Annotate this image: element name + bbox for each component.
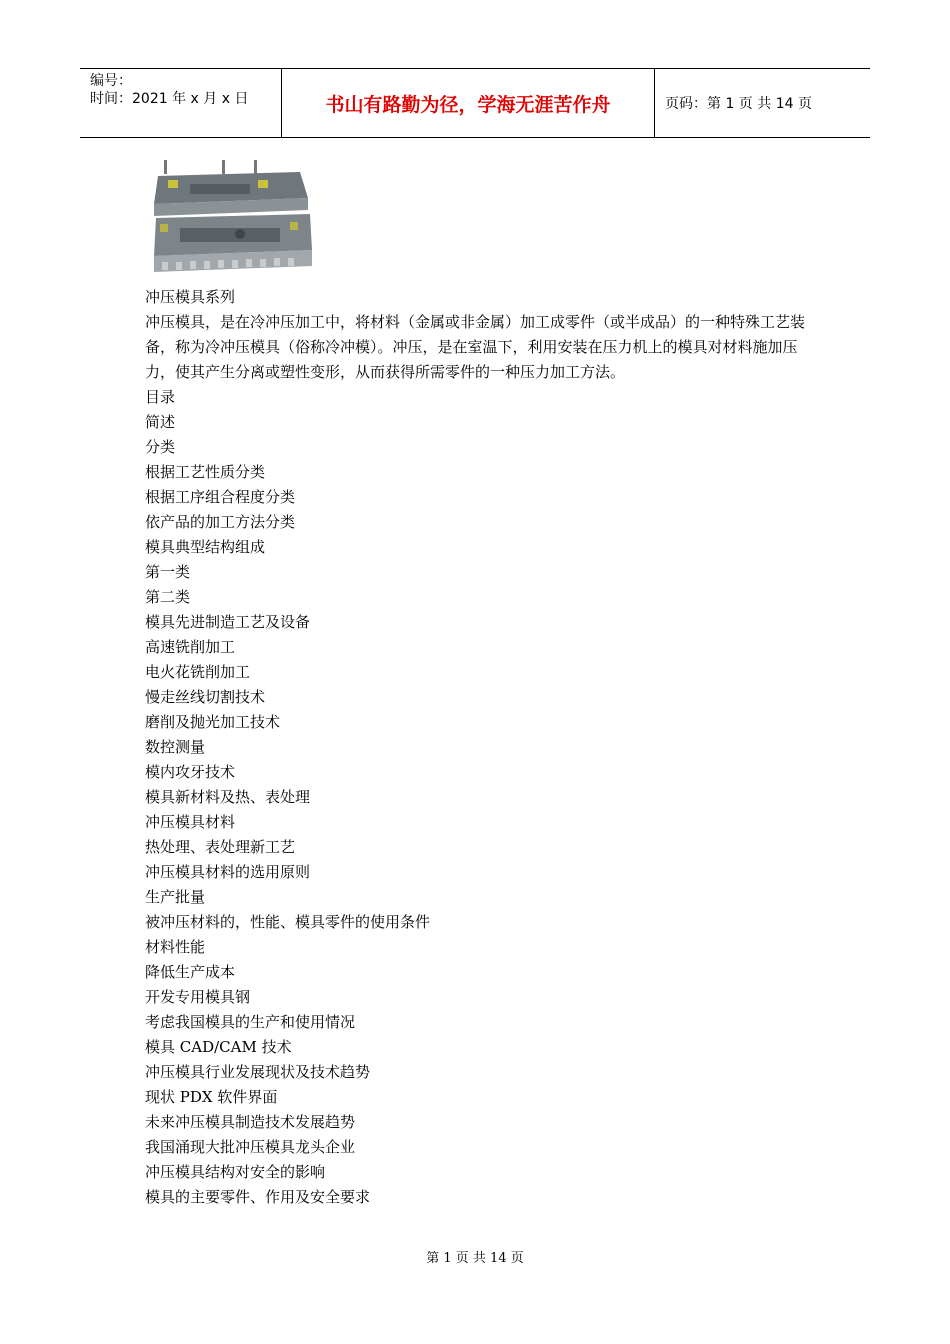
toc-item: 冲压模具行业发展现状及技术趋势 bbox=[145, 1063, 371, 1081]
code-label: 编号： bbox=[90, 73, 132, 89]
intro-paragraph: 冲压模具，是在冷冲压加工中，将材料（金属或非金属）加工成零件（或半成品）的一种特殊工艺装备，称为冷冲压模具（俗称冷冲模）。冲压，是在室温下，利用安装在压力机上的模具对材料施加压力，使其产生分离或塑性变形，从而获得所需零件的一种压力加工方法。 bbox=[145, 313, 806, 381]
toc-item: 高速铣削加工 bbox=[145, 638, 236, 656]
table-of-contents bbox=[145, 385, 815, 1210]
toc-item: 现状 PDX 软件界面 bbox=[145, 1088, 278, 1106]
toc-item: 冲压模具材料的选用原则 bbox=[145, 863, 311, 881]
toc-item: 目录 bbox=[145, 388, 176, 406]
toc-item: 模具新材料及热、表处理 bbox=[145, 788, 311, 806]
toc-item: 慢走丝线切割技术 bbox=[145, 688, 266, 706]
toc-item: 简述 bbox=[145, 413, 176, 431]
toc-item: 我国涌现大批冲压模具龙头企业 bbox=[145, 1138, 356, 1156]
toc-item: 模具的主要零件、作用及安全要求 bbox=[145, 1188, 371, 1206]
toc-item: 冲压模具材料 bbox=[145, 813, 236, 831]
stamping-die-photo bbox=[150, 158, 315, 276]
toc-item: 数控测量 bbox=[145, 738, 206, 756]
toc-item: 冲压模具结构对安全的影响 bbox=[145, 1163, 326, 1181]
toc-item: 生产批量 bbox=[145, 888, 206, 906]
toc-item: 分类 bbox=[145, 438, 176, 456]
toc-item: 被冲压材料的，性能、模具零件的使用条件 bbox=[145, 913, 431, 931]
toc-item: 依产品的加工方法分类 bbox=[145, 513, 296, 531]
toc-item: 未来冲压模具制造技术发展趋势 bbox=[145, 1113, 356, 1131]
toc-item: 模具先进制造工艺及设备 bbox=[145, 613, 311, 631]
toc-item: 根据工艺性质分类 bbox=[145, 463, 266, 481]
document-header bbox=[80, 68, 870, 138]
header-page-info: 页码：第 1 页 共 14 页 bbox=[665, 96, 812, 112]
toc-item: 模内攻牙技术 bbox=[145, 763, 236, 781]
toc-item: 开发专用模具钢 bbox=[145, 988, 251, 1006]
page-footer: 第 1 页 共 14 页 bbox=[426, 1251, 524, 1266]
toc-item: 考虑我国模具的生产和使用情况 bbox=[145, 1013, 356, 1031]
toc-item: 根据工序组合程度分类 bbox=[145, 488, 296, 506]
toc-item: 第一类 bbox=[145, 563, 191, 581]
toc-item: 模具典型结构组成 bbox=[145, 538, 266, 556]
header-motto: 书山有路勤为径，学海无涯苦作舟 bbox=[282, 69, 655, 137]
toc-item: 模具 CAD/CAM 技术 bbox=[145, 1038, 292, 1056]
document-title: 冲压模具系列 bbox=[145, 288, 236, 306]
toc-item: 电火花铣削加工 bbox=[145, 663, 251, 681]
document-body bbox=[145, 285, 815, 1210]
toc-item: 磨削及抛光加工技术 bbox=[145, 713, 281, 731]
toc-item: 材料性能 bbox=[145, 938, 206, 956]
date-label: 时间：2021 年 x 月 x 日 bbox=[90, 91, 249, 107]
toc-item: 第二类 bbox=[145, 588, 191, 606]
toc-item: 降低生产成本 bbox=[145, 963, 236, 981]
toc-item: 热处理、表处理新工艺 bbox=[145, 838, 296, 856]
header-meta bbox=[80, 69, 282, 137]
